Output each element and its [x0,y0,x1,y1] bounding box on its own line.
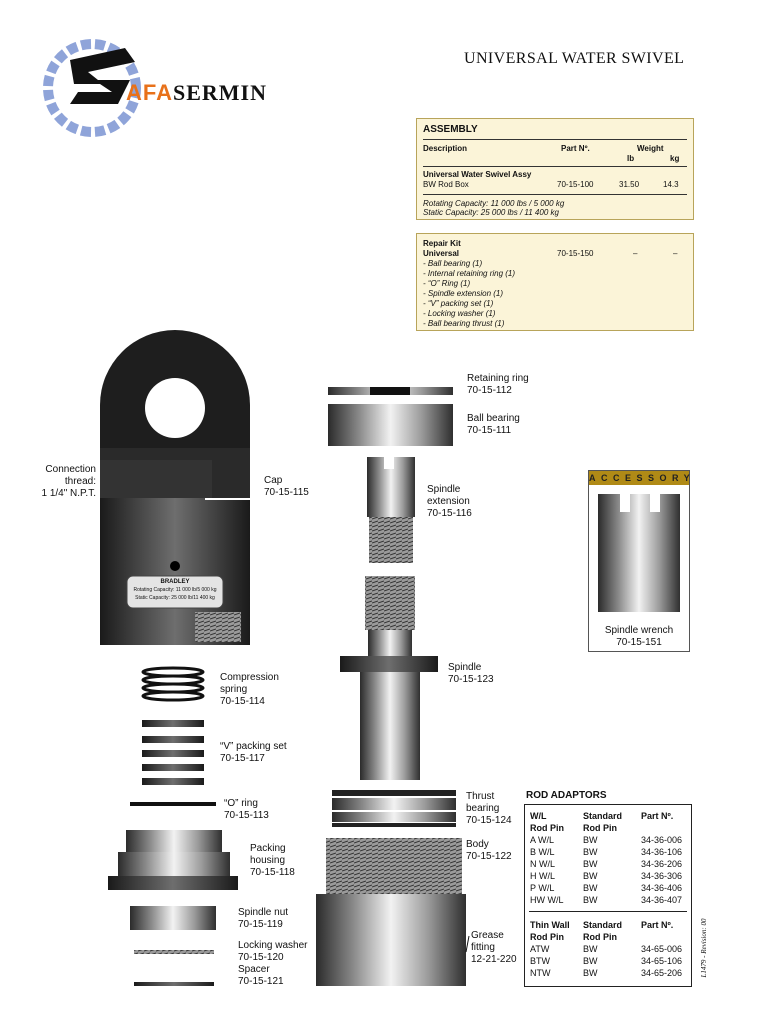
assembly-box [416,118,694,220]
rod-header: Standard [583,811,623,821]
rod-cell: 34-36-407 [641,895,683,905]
accessory-heading: ACCESSORY [589,473,696,483]
revision-note: L1479 - Revision: 00 [700,918,708,978]
spacer-label: Spacer 70-15-121 [238,964,284,987]
rotating-capacity: Rotating Capacity: 11 000 lbs / 5 000 kg [423,199,565,208]
rod-cell: BW [583,968,598,978]
rod-cell: BW [583,835,598,845]
rod-cell: 34-36-006 [641,835,683,845]
repair-heading: Repair Kit [423,239,461,248]
thrust-bearing-label: Thrust bearing 70-15-124 [466,791,512,826]
rod-cell: B W/L [530,847,555,857]
rod-cell: BTW [530,956,550,966]
compression-spring-drawing [143,668,203,700]
item-lb: 31.50 [619,180,640,189]
rod-cell: BW [583,847,598,857]
rod-cell: N W/L [530,859,556,869]
spindle-drawing [340,576,438,780]
spindle-nut-label: Spindle nut 70-15-119 [238,907,289,930]
repair-item: - “V” packing set (1) [423,299,494,308]
packing-housing-drawing [108,830,238,890]
rod-cell: 34-65-106 [641,956,683,966]
v-packing-drawing [142,720,204,785]
ball-bearing-label: Ball bearing 70-15-111 [467,413,520,436]
plate-rotating: Rotating Capacity: 11 000 lb/5 000 kg [133,587,217,593]
rod-cell: BW [583,956,598,966]
rod-cell: BW [583,871,598,881]
rod-cell: BW [583,883,598,893]
logo-text-a: AFA [126,80,173,105]
spindle-label: Spindle 70-15-123 [448,662,494,685]
locking-washer-label: Locking washer 70-15-120 [238,940,308,963]
rod-adaptors-title: ROD ADAPTORS [526,790,607,801]
rod-header: Rod Pin [583,823,617,833]
item-sub: BW Rod Box [423,180,469,189]
page-title: UNIVERSAL WATER SWIVEL [464,50,685,67]
repair-part: 70-15-150 [557,249,594,258]
rod-cell: HW W/L [530,895,564,905]
accessory-box [588,470,696,652]
rod-header: Rod Pin [530,932,564,942]
ball-bearing-drawing [328,404,453,446]
plate-brand: BRADLEY [160,579,190,585]
rod-header: Part Nº. [641,920,674,930]
rod-cell: H W/L [530,871,556,881]
v-packing-label: “V” packing set 70-15-117 [220,741,287,764]
repair-item: - Ball bearing (1) [423,259,483,268]
rod-cell: BW [583,944,598,954]
spindle-nut-drawing [130,906,216,930]
static-capacity: Static Capacity: 25 000 lbs / 11 400 kg [423,208,559,217]
rod-header: Part Nº. [641,811,674,821]
rod-header: W/L [530,811,547,821]
item-kg: 14.3 [663,180,679,189]
rod-cell: BW [583,859,598,869]
rod-header: Rod Pin [530,823,564,833]
logo-text [126,80,267,106]
repair-item: - Spindle extension (1) [423,289,504,298]
assembly-heading: ASSEMBLY [423,124,478,135]
spindle-wrench-label: Spindle wrench 70-15-151 [604,625,674,648]
rod-header: Standard [583,920,623,930]
spindle-extension-label: Spindle extension 70-15-116 [427,484,472,519]
plate-static: Static Capacity: 25 000 lb/11 400 kg [135,595,215,601]
col-part: Part Nº. [561,144,590,153]
repair-kit-box [416,233,694,331]
rod-cell: 34-36-206 [641,859,683,869]
cap-plate [127,578,223,602]
repair-item: - Internal retaining ring (1) [423,269,516,278]
o-ring-label: “O” ring 70-15-113 [224,798,269,821]
repair-name: Universal [423,249,460,258]
body-label: Body 70-15-122 [466,839,512,862]
rod-cell: A W/L [530,835,555,845]
spacer-drawing [134,982,214,986]
repair-item: - Ball bearing thrust (1) [423,319,505,328]
spindle-extension-drawing [367,457,415,563]
rod-cell: ATW [530,944,550,954]
connection-label: Connection thread: 1 1/4" N.P.T. [41,464,96,499]
repair-item: - “O” Ring (1) [423,279,471,288]
col-description: Description [423,144,468,153]
rod-cell: 34-36-306 [641,871,683,881]
rod-cell: BW [583,895,598,905]
rod-cell: NTW [530,968,551,978]
rod-adaptors-table [524,804,692,987]
rod-cell: 34-65-206 [641,968,683,978]
repair-lb: – [633,249,638,258]
cap-label: Cap 70-15-115 [264,475,309,498]
repair-kg: – [673,249,678,258]
item-part: 70-15-100 [557,180,594,189]
col-kg: kg [670,154,680,163]
o-ring-drawing [130,802,216,806]
rod-cell: P W/L [530,883,555,893]
retaining-ring-label: Retaining ring 70-15-112 [467,373,529,396]
grease-fitting-label: Grease fitting 12-21-220 [471,930,517,965]
col-lb: lb [627,154,635,163]
rod-header: Thin Wall [530,920,570,930]
compression-spring-label: Compression spring 70-15-114 [220,672,279,707]
item-name: Universal Water Swivel Assy [423,170,532,179]
body-drawing [316,838,466,986]
rod-cell: 34-36-106 [641,847,683,857]
rod-header: Rod Pin [583,932,617,942]
thrust-bearing-drawing [332,790,456,827]
rod-cell: 34-65-006 [641,944,683,954]
locking-washer-drawing [134,950,214,954]
repair-item: - Locking washer (1) [423,309,496,318]
rod-cell: 34-36-406 [641,883,683,893]
col-weight: Weight [637,144,664,153]
logo-text-b: SERMIN [173,80,268,105]
packing-housing-label: Packing housing 70-15-118 [250,843,295,878]
